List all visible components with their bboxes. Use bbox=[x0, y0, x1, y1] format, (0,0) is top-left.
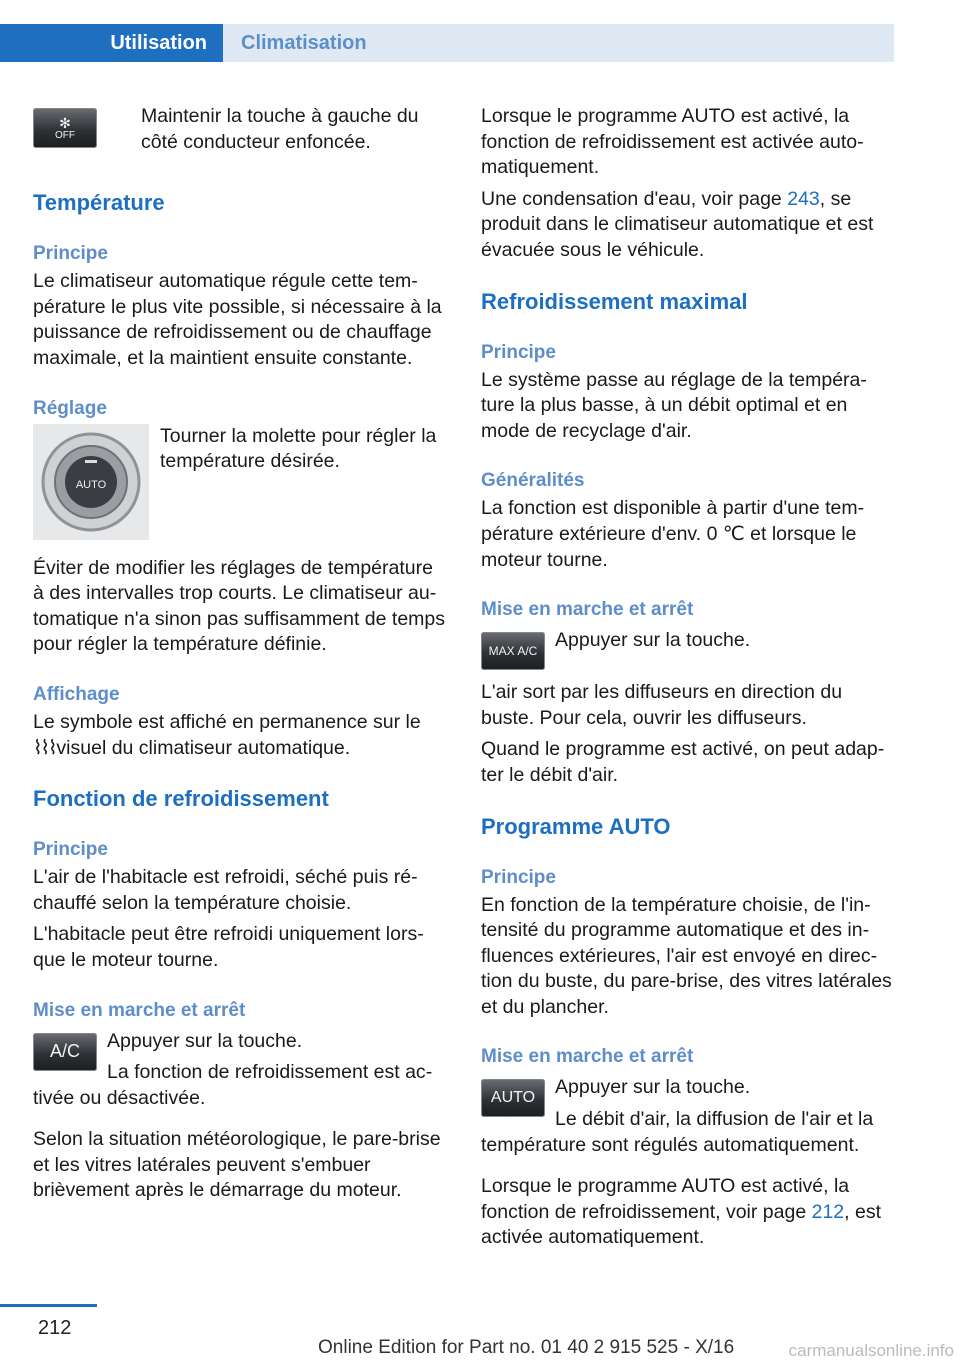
page-header bbox=[0, 24, 894, 62]
principe-4-text: En fonction de la température choisie, de l'intensité du programme automatique et des influences extérieures, l'air est envoyé en direction du buste, du pare-brise, des vitres latérales et du plancher. bbox=[481, 893, 892, 1018]
tab-climatisation[interactable]: Climatisation bbox=[223, 24, 894, 62]
page-number: 212 bbox=[38, 1317, 72, 1339]
knob-icon bbox=[39, 430, 143, 534]
heading-principe-1: Principe bbox=[33, 243, 108, 265]
affichage-text bbox=[33, 710, 446, 761]
maxac-block bbox=[481, 628, 893, 670]
heading-refroidissement-maximal: Refroidissement maximal bbox=[481, 288, 748, 314]
generalites-text: La fonction est disponible à partir d'une température extérieure d'env. 0 ℃ et lorsque le moteur tourne. bbox=[481, 497, 865, 571]
reglage-block bbox=[33, 424, 446, 540]
auto-block bbox=[481, 1075, 893, 1158]
knob-label: AUTO bbox=[75, 478, 107, 491]
condensation-text-b: , se produit dans le climatiseur automatique et est évacuée sous le véhicule. bbox=[481, 187, 874, 261]
heading-principe-4: Principe bbox=[481, 866, 556, 888]
heading-reglage: Réglage bbox=[33, 397, 107, 419]
auto-active-text: Lorsque le programme AUTO est activé, la fonction de refroidissement est activée automatiquement. bbox=[481, 105, 864, 179]
ac-button-image: A/C bbox=[33, 1033, 97, 1071]
ac-block bbox=[33, 1029, 446, 1112]
maxac-button-image: MAX A/C bbox=[481, 632, 545, 670]
condensation-text bbox=[481, 187, 893, 264]
selon-text: Selon la situation météorologique, le pare-brise et les vitres latérales peuvent s'embuer brièvement après le démarrage du moteur. bbox=[33, 1128, 441, 1202]
watermark: carmanualsonline.info bbox=[788, 1341, 954, 1360]
heading-programme-auto: Programme AUTO bbox=[481, 813, 671, 839]
footer-rule bbox=[0, 1304, 97, 1307]
heading-mise-en-marche-3: Mise en marche et arrêt bbox=[481, 1046, 694, 1068]
edition-text: Online Edition for Part no. 01 40 2 915 525 - X/16 bbox=[318, 1337, 735, 1358]
principe-1-text: Le climatiseur automatique régule cette température le plus vite possible, si nécessaire à la puissance de refroidissement ou de chauffage maximale, et la maintient ensuite constante. bbox=[33, 270, 442, 369]
reglage-text: Tourner la molette pour régler la température désirée. bbox=[160, 424, 437, 473]
page-link-243[interactable]: 243 bbox=[787, 187, 820, 210]
intro-text: Maintenir la touche à gauche du côté conducteur enfoncée. bbox=[141, 105, 419, 153]
page-link-212[interactable]: 212 bbox=[811, 1200, 845, 1223]
right-column bbox=[481, 104, 893, 1251]
principe-2-text-2: L'habitacle peut être refroidi uniquement lorsque le moteur tourne. bbox=[33, 923, 424, 971]
lorsque-text-a: Lorsque le programme AUTO est activé, la fonction de refroidissement, voir page bbox=[481, 1175, 850, 1223]
principe-2-text-1: L'air de l'habitacle est refroidi, séché puis réchauffé selon la température choisie. bbox=[33, 866, 418, 914]
intro-block bbox=[33, 104, 446, 155]
affichage-text-2: visuel du climatiseur automatique. bbox=[56, 736, 351, 759]
heading-generalites: Généralités bbox=[481, 470, 585, 492]
temperature-knob-image bbox=[33, 424, 149, 540]
cooling-symbol-icon: ⌇⌇⌇ bbox=[33, 736, 56, 759]
heading-mise-en-marche-2: Mise en marche et arrêt bbox=[481, 599, 694, 621]
heading-affichage: Affichage bbox=[33, 683, 120, 705]
quand-text: Quand le programme est activé, on peut adapter le débit d'air. bbox=[481, 738, 885, 786]
mise-1-text-1: Appuyer sur la touche. bbox=[107, 1029, 303, 1052]
heading-mise-en-marche-1: Mise en marche et arrêt bbox=[33, 999, 246, 1021]
lorsque-text bbox=[481, 1174, 893, 1251]
mise-3-text-1: Appuyer sur la touche. bbox=[555, 1076, 751, 1099]
mise-2-text: Appuyer sur la touche. bbox=[555, 629, 751, 652]
condensation-text-a: Une condensation d'eau, voir page bbox=[481, 187, 788, 210]
auto-button-image: AUTO bbox=[481, 1079, 545, 1117]
air-text: L'air sort par les diffuseurs en direction du buste. Pour cela, ouvrir les diffuseurs. bbox=[481, 681, 843, 729]
heading-temperature: Température bbox=[33, 190, 165, 216]
eviter-text: Éviter de modifier les réglages de température à des intervalles trop courts. Le climatiseur automatique n'a sinon pas suffisamment de temps pour régler la température définie. bbox=[33, 556, 446, 656]
mise-1-text-2: La fonction de refroidissement est activée ou désactivée. bbox=[33, 1061, 433, 1109]
heading-principe-3: Principe bbox=[481, 341, 556, 363]
mise-3-text-2: Le débit d'air, la diffusion de l'air et la température sont régulés automatiquement. bbox=[481, 1108, 874, 1156]
lorsque-text-b: , est activée automatiquement. bbox=[481, 1200, 882, 1249]
tab-utilisation[interactable]: Utilisation bbox=[0, 24, 223, 62]
principe-3-text: Le système passe au réglage de la température la plus basse, à un débit optimal et en mode de recyclage d'air. bbox=[481, 368, 867, 442]
heading-principe-2: Principe bbox=[33, 839, 108, 861]
affichage-text-1: Le symbole est affiché en permanence sur le bbox=[33, 710, 421, 733]
heading-fonction-refroidissement: Fonction de refroidissement bbox=[33, 786, 329, 812]
fan-icon: ✻ bbox=[59, 114, 71, 131]
off-label: OFF bbox=[55, 129, 75, 141]
off-button-image bbox=[33, 108, 97, 148]
left-column bbox=[33, 104, 446, 1204]
